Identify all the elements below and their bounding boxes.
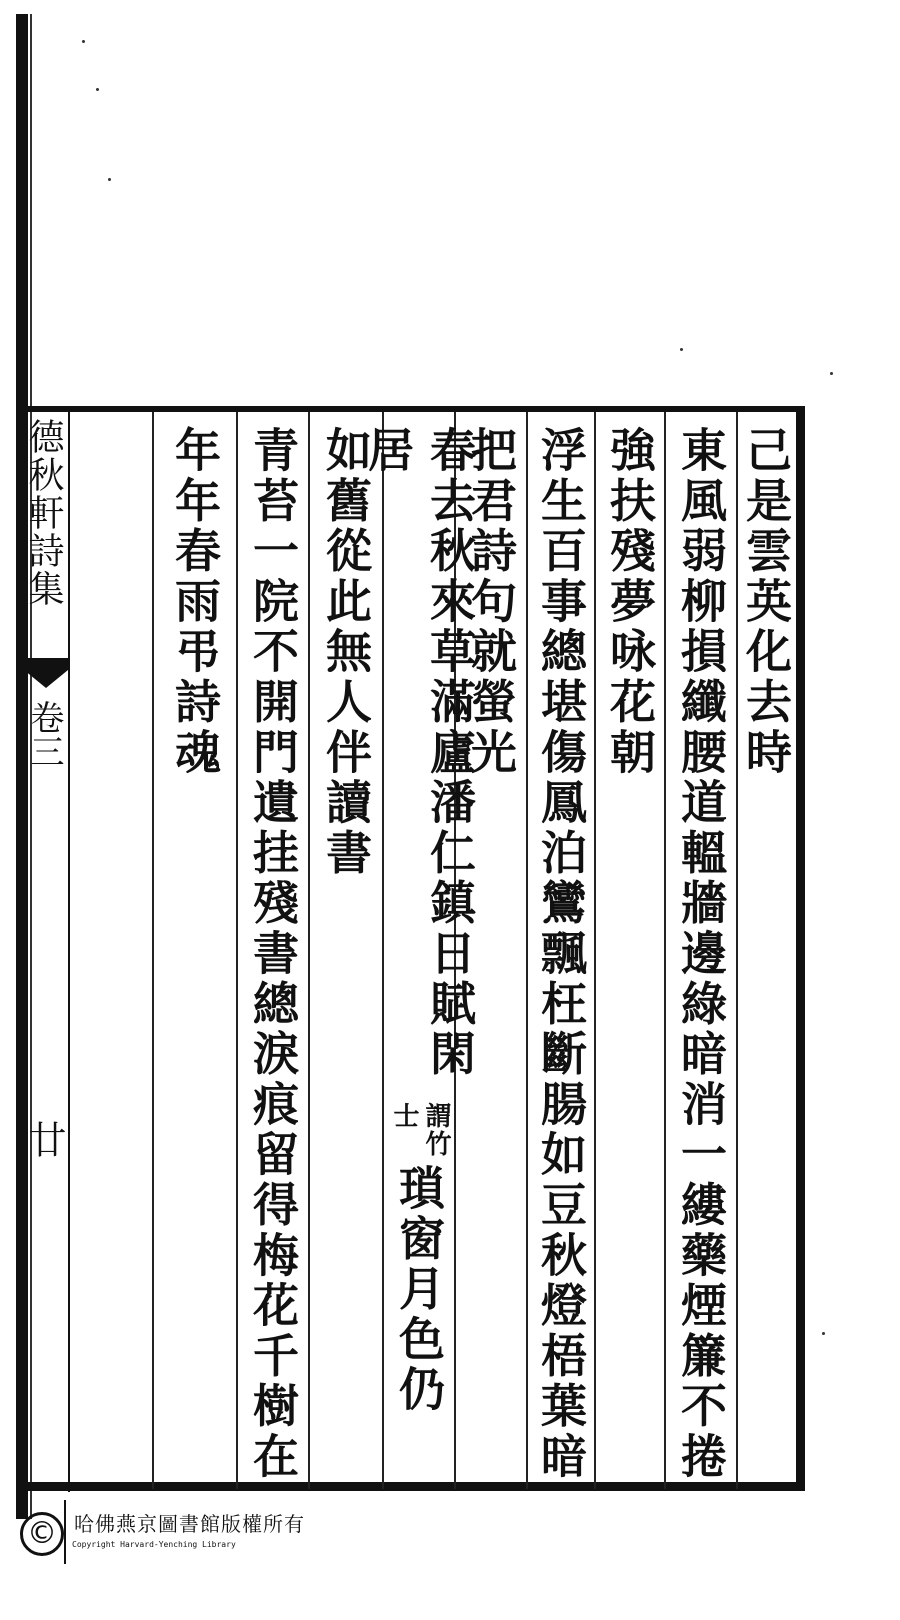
copyright-chinese: 哈佛燕京圖書館版權所有 bbox=[74, 1512, 305, 1536]
text-column-8 bbox=[236, 412, 308, 1489]
text-column-1 bbox=[736, 412, 794, 1489]
speck bbox=[830, 372, 833, 375]
copyright-icon: © bbox=[20, 1512, 64, 1556]
text-column-2 bbox=[664, 412, 736, 1489]
column-text-continued: 瑣窗月色仍 bbox=[392, 1164, 446, 1416]
text-column-7 bbox=[308, 412, 382, 1489]
column-text: 強扶殘夢咏花朝 bbox=[603, 426, 657, 779]
text-column-3 bbox=[594, 412, 664, 1489]
column-text: 春去秋來草滿廬潘仁鎮日賦閑居 bbox=[361, 426, 477, 1080]
column-text: 如舊從此無人伴讀書 bbox=[319, 426, 373, 879]
collection-title: 德秋軒詩集 bbox=[23, 418, 64, 608]
inline-note: 謂竹 bbox=[421, 1102, 451, 1158]
column-text: 浮生百事總堪傷鳳泊鸞飄枉斷腸如豆秋燈梧葉暗 bbox=[534, 426, 588, 1483]
inline-note-lead: 士 bbox=[389, 1102, 419, 1130]
volume-number: 卷三 bbox=[24, 700, 64, 768]
column-text: 青苔一院不開門遺挂殘書總淚痕留得梅花千樹在 bbox=[246, 426, 300, 1483]
speck bbox=[822, 1332, 825, 1335]
text-column-6 bbox=[361, 412, 477, 1489]
column-text: 東風弱柳損纖腰道轀牆邊綠暗消一縷藥煙簾不捲 bbox=[674, 426, 728, 1483]
speck bbox=[82, 40, 85, 43]
text-column-blank bbox=[70, 412, 152, 1489]
column-text: 年年春雨弔詩魂 bbox=[168, 426, 222, 779]
text-column-9 bbox=[152, 412, 236, 1489]
column-text: 己是雲英化去時 bbox=[739, 426, 793, 779]
speck bbox=[680, 348, 683, 351]
page-number: 廿 bbox=[22, 1120, 66, 1158]
speck bbox=[108, 178, 111, 181]
copyright-english: Copyright Harvard-Yenching Library bbox=[72, 1540, 236, 1549]
column-text: 把君詩句就螢光 bbox=[464, 426, 518, 779]
speck bbox=[96, 88, 99, 91]
text-column-4 bbox=[526, 412, 594, 1489]
